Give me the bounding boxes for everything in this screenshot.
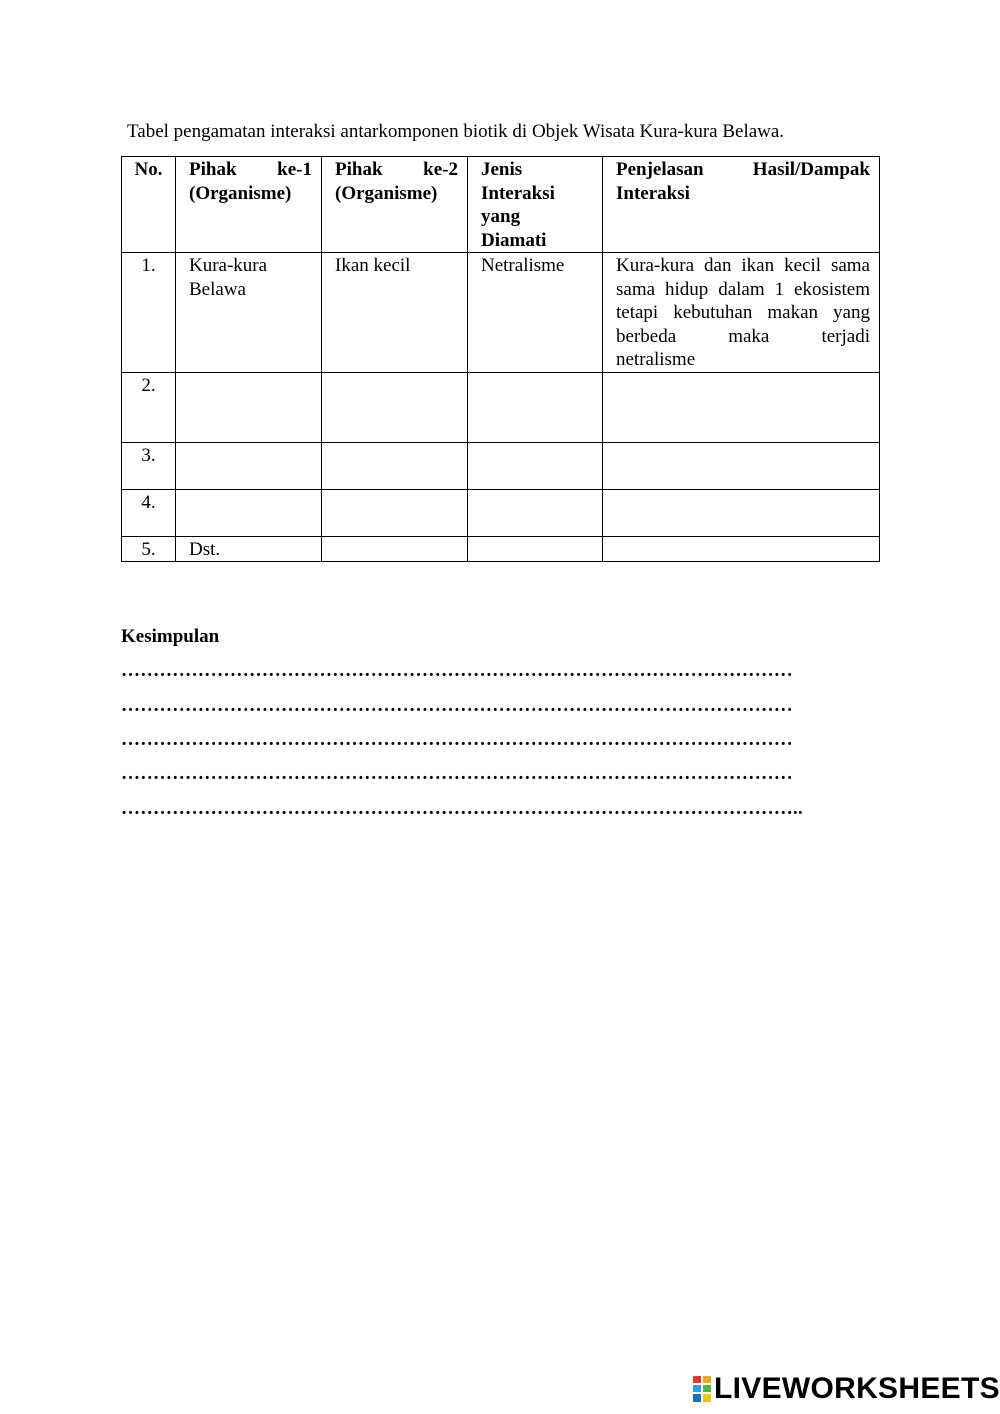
table-row xyxy=(122,372,880,442)
cell-pihak-1[interactable] xyxy=(176,372,322,442)
header-no: No. xyxy=(122,157,176,253)
kesimpulan-heading: Kesimpulan xyxy=(121,626,220,647)
row-number: 1. xyxy=(122,253,176,373)
cell-pihak-1[interactable] xyxy=(176,442,322,489)
row-number: 4. xyxy=(122,489,176,536)
table-header-row xyxy=(122,157,880,253)
cell-pihak-2[interactable] xyxy=(322,372,468,442)
cell-jenis-interaksi[interactable] xyxy=(468,536,603,562)
cell-pihak-2[interactable] xyxy=(322,489,468,536)
header-pihak-1: Pihak ke-1 (Organisme) xyxy=(176,157,322,253)
cell-pihak-2[interactable] xyxy=(322,442,468,489)
cell-jenis-interaksi[interactable] xyxy=(468,489,603,536)
row-number: 3. xyxy=(122,442,176,489)
header-penjelasan: Penjelasan Hasil/Dampak Interaksi xyxy=(603,157,880,253)
cell-penjelasan: Kura-kura dan ikan kecil sama sama hidup dalam 1 ekosistem tetapi kebutuhan makan yang berbeda maka terjadi netralisme xyxy=(603,253,880,373)
row-number: 2. xyxy=(122,372,176,442)
cell-penjelasan[interactable] xyxy=(603,489,880,536)
liveworksheets-logo xyxy=(692,1374,1000,1404)
table-row xyxy=(122,253,880,373)
cell-jenis-interaksi: Netralisme xyxy=(468,253,603,373)
table-row xyxy=(122,489,880,536)
table-row xyxy=(122,442,880,489)
cell-jenis-interaksi[interactable] xyxy=(468,372,603,442)
liveworksheets-mark-icon xyxy=(692,1375,712,1403)
cell-penjelasan[interactable] xyxy=(603,442,880,489)
cell-pihak-2: Ikan kecil xyxy=(322,253,468,373)
cell-pihak-2[interactable] xyxy=(322,536,468,562)
cell-penjelasan[interactable] xyxy=(603,536,880,562)
cell-pihak-1: Dst. xyxy=(176,536,322,562)
cell-jenis-interaksi[interactable] xyxy=(468,442,603,489)
kesimpulan-line[interactable]: …………………………………………………………………………………………… xyxy=(121,695,793,716)
cell-pihak-1: Kura-kura Belawa xyxy=(176,253,322,373)
cell-pihak-1[interactable] xyxy=(176,489,322,536)
cell-penjelasan[interactable] xyxy=(603,372,880,442)
observation-table xyxy=(121,156,880,562)
table-caption: Tabel pengamatan interaksi antarkomponen biotik di Objek Wisata Kura-kura Belawa. xyxy=(127,121,785,142)
table-row xyxy=(122,536,880,562)
header-jenis-interaksi: Jenis Interaksi yang Diamati xyxy=(468,157,603,253)
row-number: 5. xyxy=(122,536,176,562)
kesimpulan-line[interactable]: …………………………………………………………………………………………… xyxy=(121,763,793,784)
logo-text: LIVEWORKSHEETS xyxy=(714,1372,1000,1405)
header-pihak-2: Pihak ke-2 (Organisme) xyxy=(322,157,468,253)
kesimpulan-line[interactable]: …………………………………………………………………………………………… xyxy=(121,729,793,750)
kesimpulan-line[interactable]: …………………………………………………………………………………………….. xyxy=(121,798,803,819)
kesimpulan-line[interactable]: …………………………………………………………………………………………… xyxy=(121,660,793,681)
